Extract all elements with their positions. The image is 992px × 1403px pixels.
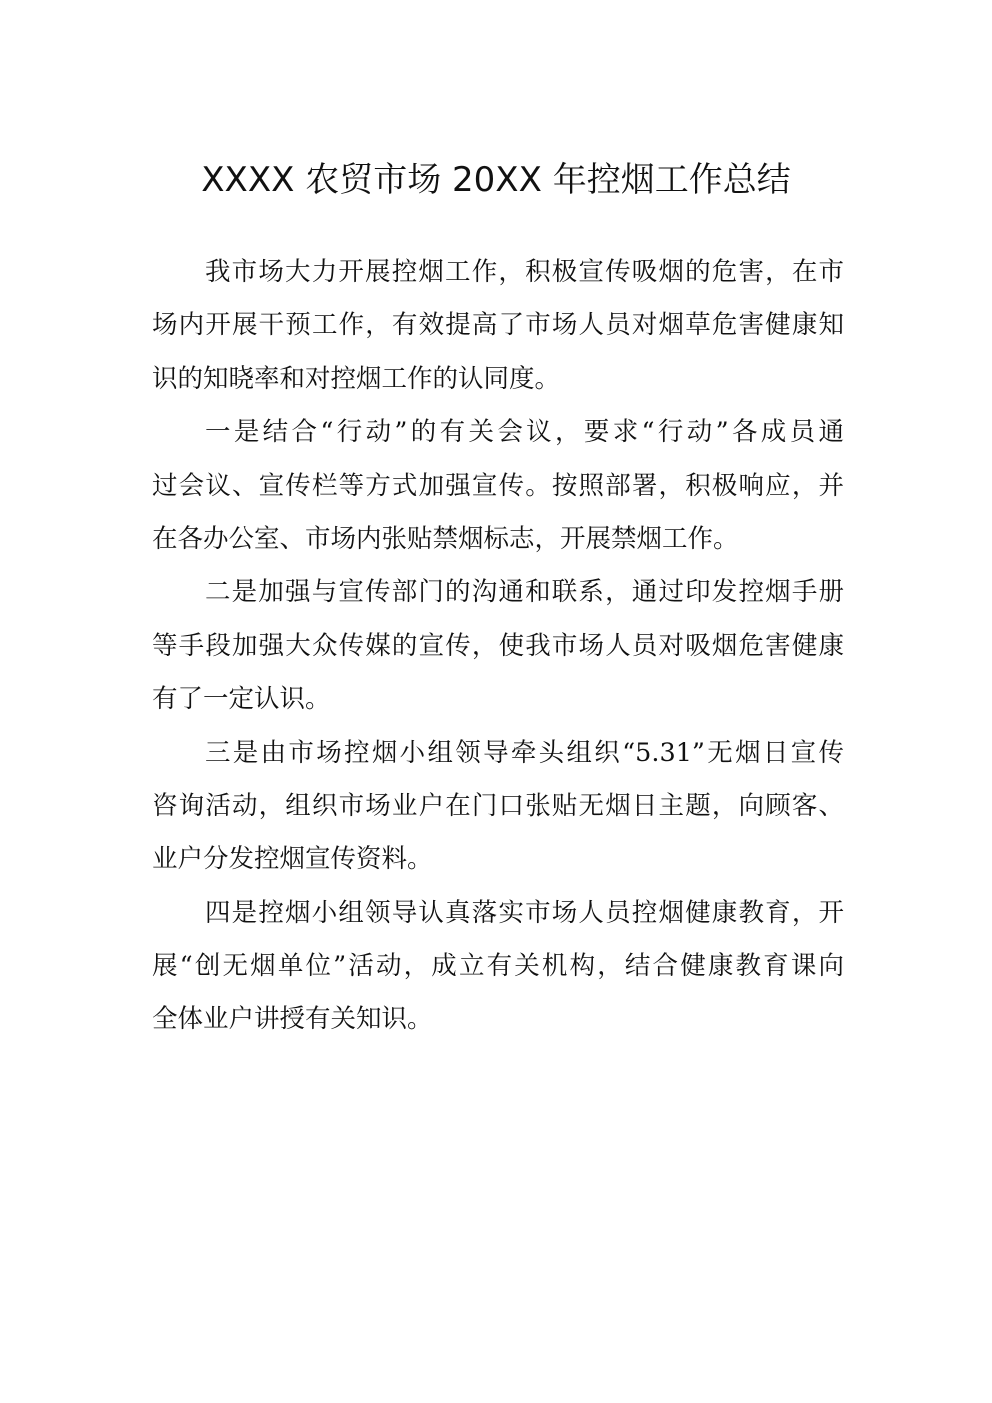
text-line: 一是结合“行动”的有关会议，要求“行动”各成员通 [205, 417, 844, 448]
paragraph-three [152, 727, 844, 887]
document-title: XXXX 农贸市场 20XX 年控烟工作总结 [201, 160, 791, 200]
paragraph-two [152, 566, 844, 726]
text-line: 二是加强与宣传部门的沟通和联系，通过印发控烟手册 [205, 577, 844, 608]
text-line: 展“创无烟单位”活动，成立有关机构，结合健康教育课向 [152, 951, 844, 982]
text-line: 等手段加强大众传媒的宣传，使我市场人员对吸烟危害健康 [152, 630, 844, 661]
text-line: 在各办公室、市场内张贴禁烟标志，开展禁烟工作。 [152, 523, 739, 554]
text-line: 业户分发控烟宣传资料。 [152, 844, 433, 875]
text-line: 过会议、宣传栏等方式加强宣传。按照部署，积极响应，并 [152, 470, 844, 501]
text-line: 我市场大力开展控烟工作，积极宣传吸烟的危害，在市 [205, 257, 844, 287]
paragraph-one [152, 406, 844, 566]
paragraph-intro [152, 246, 844, 406]
text-line: 三是由市场控烟小组领导牵头组织“5.31”无烟日宣传 [205, 737, 844, 768]
text-line: 四是控烟小组领导认真落实市场人员控烟健康教育，开 [205, 897, 844, 928]
text-line: 场内开展干预工作，有效提高了市场人员对烟草危害健康知 [152, 310, 844, 341]
paragraph-four [152, 887, 844, 1047]
document-body [152, 246, 844, 1047]
text-line: 识的知晓率和对控烟工作的认同度。 [152, 363, 561, 394]
text-line: 有了一定认识。 [152, 684, 331, 715]
text-line: 咨询活动，组织市场业户在门口张贴无烟日主题，向顾客、 [152, 790, 844, 821]
text-line: 全体业户讲授有关知识。 [152, 1004, 433, 1035]
